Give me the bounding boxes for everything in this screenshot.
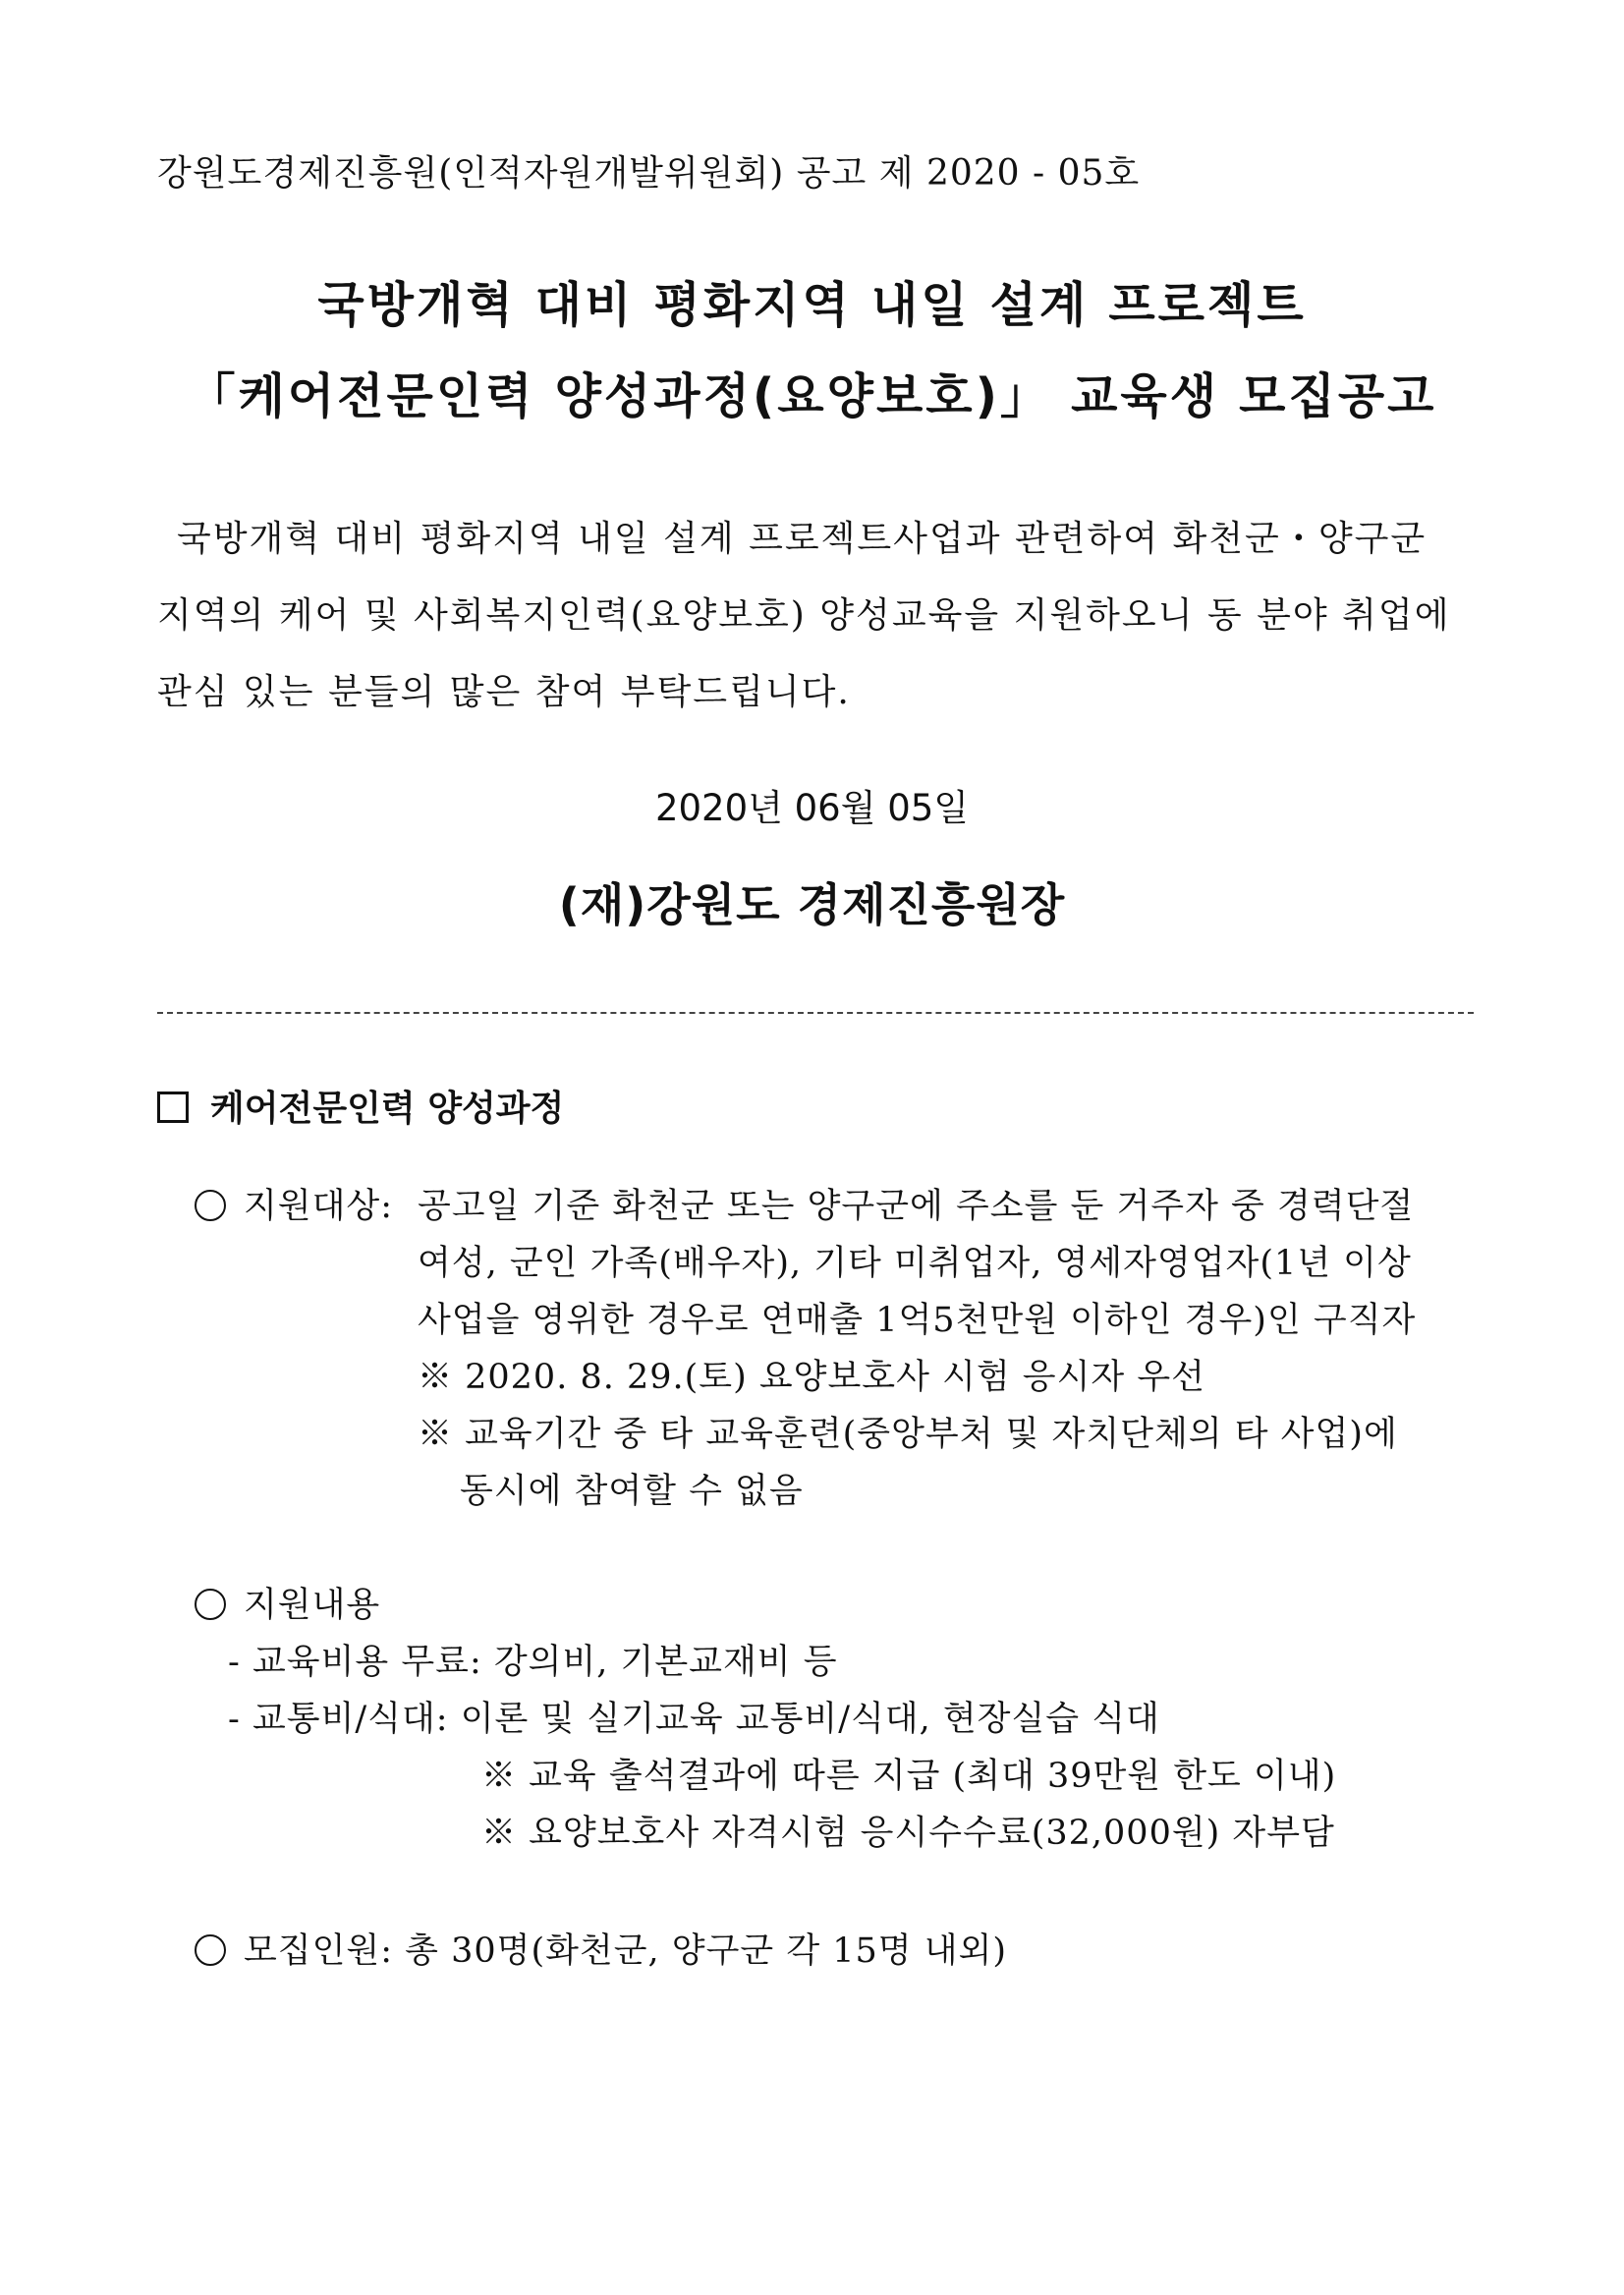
section-title: 케어전문인력 양성과정 xyxy=(210,1089,565,1129)
section-divider xyxy=(157,1012,1474,1014)
support-item-1: - 교육비용 무료: 강의비, 기본교재비 등 xyxy=(228,1643,838,1682)
intro-line-2: 지역의 케어 및 사회복지인력(요양보호) 양성교육을 지원하오니 동 분야 취업에 xyxy=(157,595,1451,636)
eligibility-note-2: ※ 교육기간 중 타 교육훈련(중앙부처 및 자치단체의 타 사업)에 xyxy=(418,1415,1398,1454)
announcement-date: 2020년 06월 05일 xyxy=(654,787,970,829)
eligibility-line-1: 공고일 기준 화천군 또는 양구군에 주소를 둔 거주자 중 경력단절 xyxy=(418,1187,1415,1226)
eligibility-note-2-cont: 동시에 참여할 수 없음 xyxy=(460,1472,804,1511)
support-item-2: - 교통비/식대: 이론 및 실기교육 교통비/식대, 현장실습 식대 xyxy=(228,1700,1160,1739)
support-label-row xyxy=(195,1578,380,1627)
issuing-organization: (재)강원도 경제진흥원장 xyxy=(558,878,1066,931)
circle-bullet-icon xyxy=(195,1934,226,1966)
announcement-number: 강원도경제진흥원(인적자원개발위원회) 공고 제 2020 - 05호 xyxy=(157,153,1141,194)
square-bullet-icon xyxy=(157,1092,189,1123)
eligibility-label-row xyxy=(195,1179,393,1228)
support-label: 지원내용 xyxy=(244,1586,381,1625)
eligibility-line-2: 여성, 군인 가족(배우자), 기타 미취업자, 영세자영업자(1년 이상 xyxy=(418,1244,1412,1283)
title-line-1: 국방개혁 대비 평화지역 내일 설계 프로젝트 xyxy=(317,277,1307,333)
section-heading xyxy=(157,1081,564,1131)
intro-line-1: 국방개혁 대비 평화지역 내일 설계 프로젝트사업과 관련하여 화천군・양구군 xyxy=(177,519,1428,559)
intro-line-3: 관심 있는 분들의 많은 참여 부탁드립니다. xyxy=(157,672,851,712)
title-line-2: 「케어전문인력 양성과정(요양보호)」 교육생 모집공고 xyxy=(187,368,1437,424)
eligibility-line-3: 사업을 영위한 경우로 연매출 1억5천만원 이하인 경우)인 구직자 xyxy=(418,1301,1417,1340)
recruitment-row xyxy=(195,1924,1007,1973)
eligibility-note-1: ※ 2020. 8. 29.(토) 요양보호사 시험 응시자 우선 xyxy=(418,1358,1205,1397)
recruitment-text: 모집인원: 총 30명(화천군, 양구군 각 15명 내외) xyxy=(244,1931,1008,1971)
eligibility-label: 지원대상: xyxy=(244,1187,394,1226)
support-note-2: ※ 요양보호사 자격시험 응시수수료(32,000원) 자부담 xyxy=(481,1814,1335,1853)
circle-bullet-icon xyxy=(195,1589,226,1620)
circle-bullet-icon xyxy=(195,1190,226,1221)
support-note-1: ※ 교육 출석결과에 따른 지급 (최대 39만원 한도 이내) xyxy=(481,1757,1337,1796)
